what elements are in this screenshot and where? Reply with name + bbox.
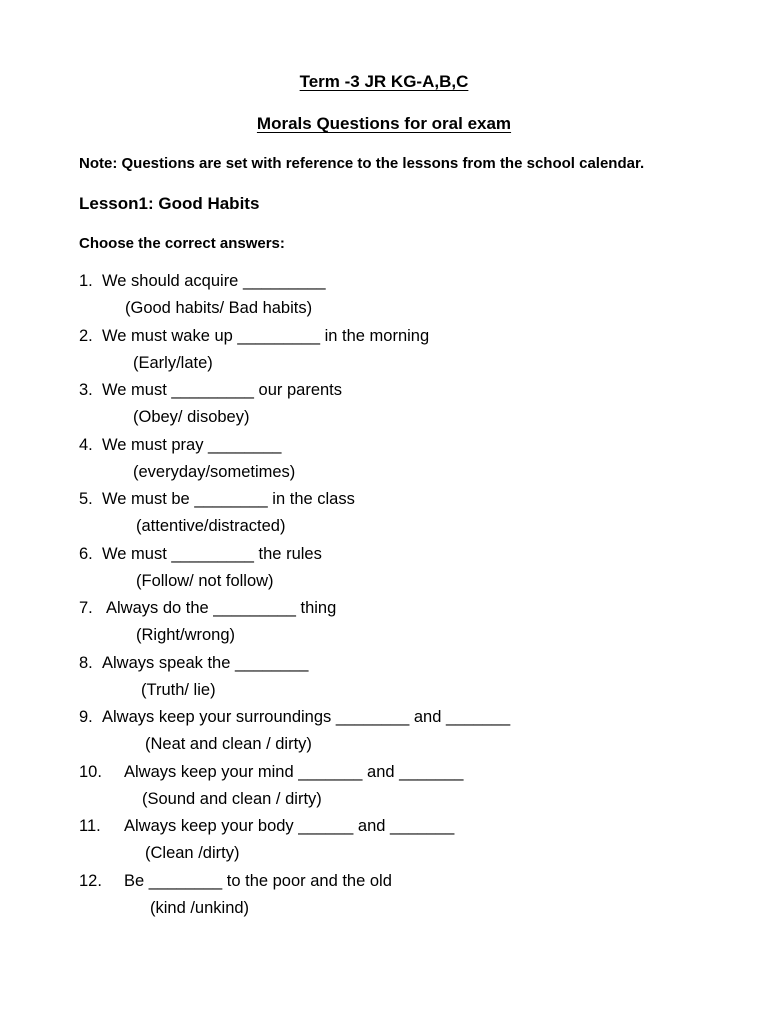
lesson-heading: Lesson1: Good Habits: [79, 194, 260, 213]
question-item: [79, 708, 719, 763]
question-item: [79, 272, 719, 327]
question-item: [79, 327, 719, 382]
question-number: 8.: [79, 653, 93, 672]
question-options: (Obey/ disobey): [133, 408, 250, 426]
question-text: Always do the _________ thing: [106, 599, 337, 617]
question-options: (attentive/distracted): [136, 517, 286, 535]
question-number: 7.: [79, 599, 93, 617]
question-text: Be ________ to the poor and the old: [124, 871, 392, 890]
question-item: [79, 654, 719, 709]
question-item: [79, 599, 719, 654]
question-options: (Neat and clean / dirty): [145, 735, 312, 753]
question-text: We must wake up _________ in the morning: [102, 326, 430, 345]
page-subtitle: Morals Questions for oral exam: [256, 114, 512, 133]
question-list: [79, 272, 719, 926]
question-options: (Early/late): [133, 353, 213, 372]
question-item: [79, 763, 719, 818]
question-options: (everyday/sometimes): [133, 462, 296, 481]
question-options: (Follow/ not follow): [136, 571, 274, 590]
page-title: Term -3 JR KG-A,B,C: [299, 72, 469, 91]
question-item: [79, 490, 719, 545]
question-text: We must _________ the rules: [102, 544, 322, 563]
note-text: Note: Questions are set with reference to the lessons from the school calendar.: [79, 155, 645, 172]
question-number: 10.: [79, 762, 102, 781]
question-number: 11.: [79, 817, 101, 835]
question-text: Always speak the ________: [102, 653, 309, 672]
question-number: 3.: [79, 381, 93, 399]
question-options: (Right/wrong): [136, 626, 236, 644]
question-item: [79, 436, 719, 491]
question-number: 4.: [79, 435, 93, 454]
question-options: (Truth/ lie): [141, 680, 216, 699]
question-item: [79, 817, 719, 872]
question-number: 9.: [79, 708, 93, 726]
question-text: We must pray ________: [102, 435, 282, 454]
question-number: 12.: [79, 871, 102, 890]
question-text: We must be ________ in the class: [102, 490, 355, 508]
question-options: (Good habits/ Bad habits): [125, 299, 313, 317]
question-item: [79, 872, 719, 927]
question-number: 2.: [79, 326, 93, 345]
question-number: 5.: [79, 490, 93, 508]
question-options: (kind /unkind): [150, 898, 250, 917]
question-number: 6.: [79, 544, 93, 563]
instruction-text: Choose the correct answers:: [79, 235, 285, 252]
question-number: 1.: [79, 272, 93, 290]
question-text: Always keep your surroundings ________ and _______: [102, 708, 511, 726]
question-text: Always keep your body ______ and _______: [124, 817, 455, 835]
question-item: [79, 545, 719, 600]
question-text: We must _________ our parents: [102, 381, 343, 399]
question-options: (Sound and clean / dirty): [142, 789, 322, 808]
question-text: Always keep your mind _______ and _______: [124, 762, 464, 781]
question-options: (Clean /dirty): [145, 844, 240, 862]
question-text: We should acquire _________: [102, 272, 326, 290]
question-item: [79, 381, 719, 436]
